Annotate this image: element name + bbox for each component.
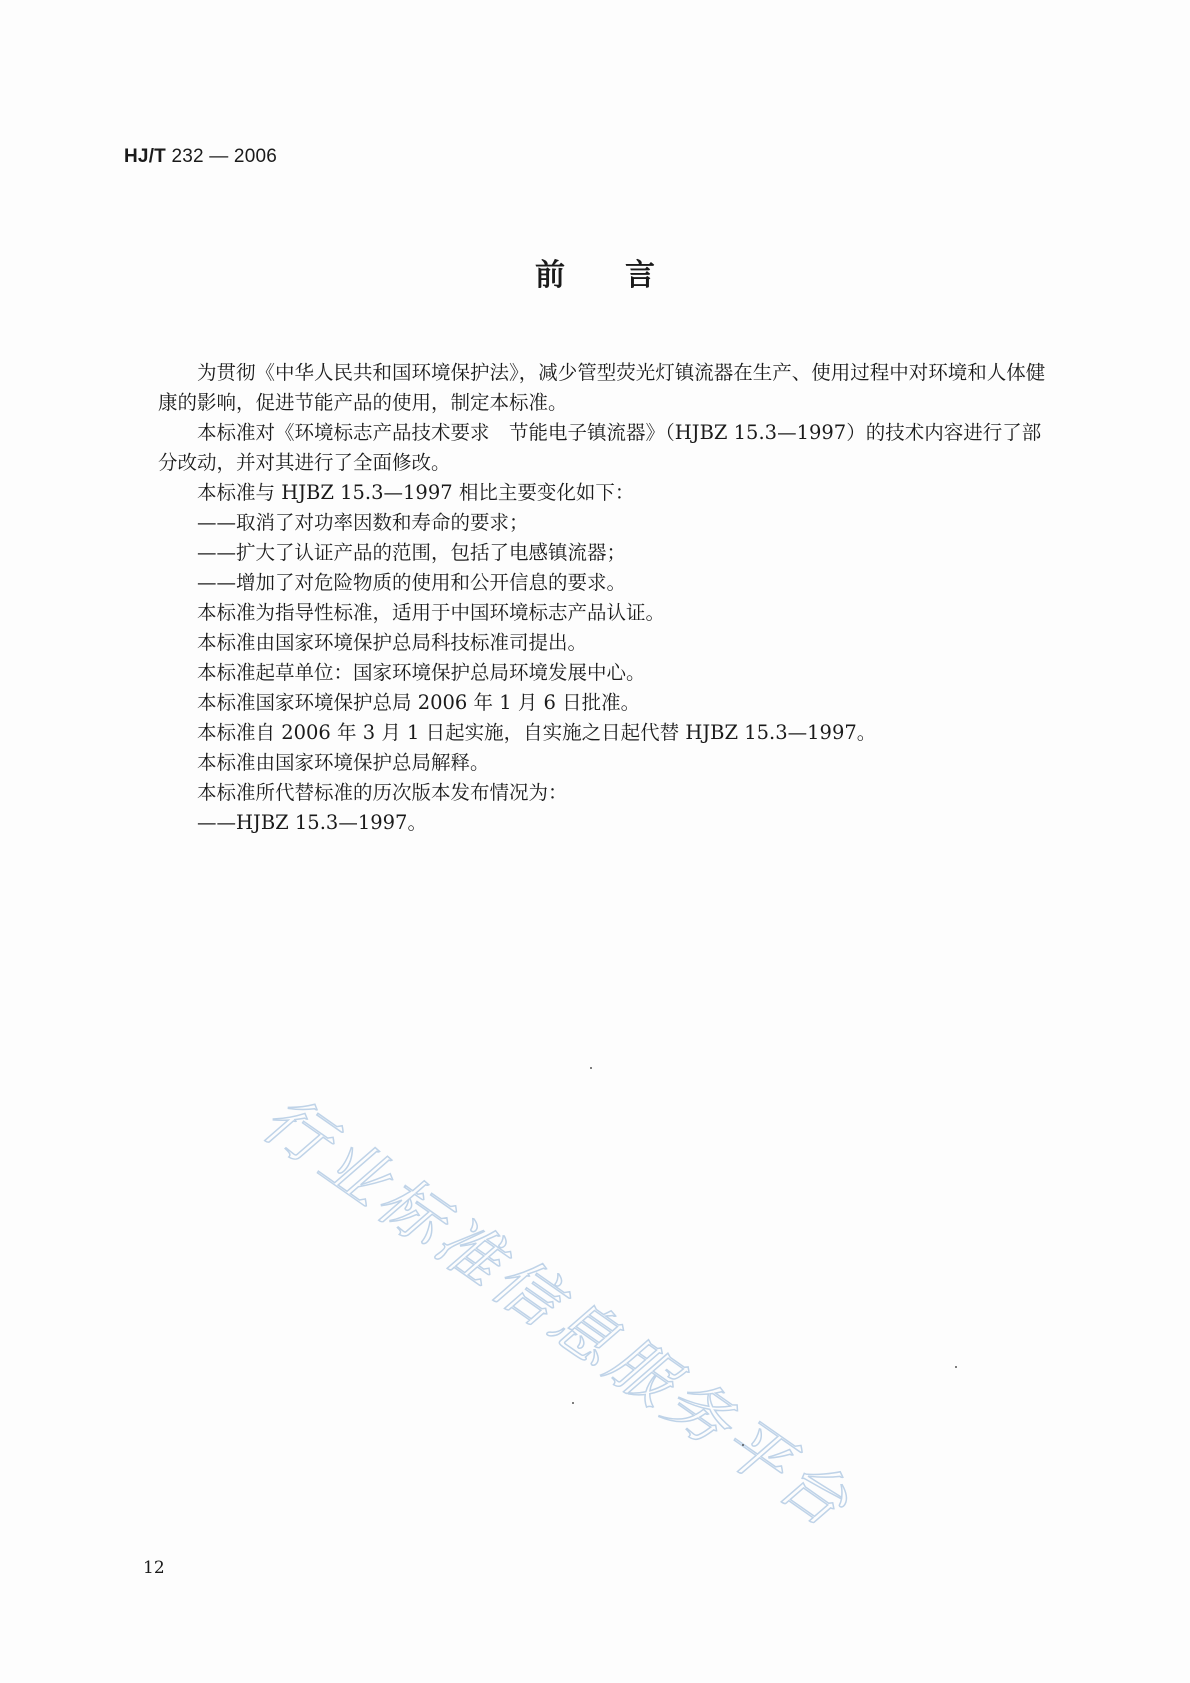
paragraph-revision: 本标准对《环境标志产品技术要求 节能电子镇流器》（HJBZ 15.3—1997）的技术内容进行了部分改动，并对其进行了全面修改。 bbox=[158, 421, 1042, 474]
scan-speck bbox=[955, 1366, 957, 1368]
statement-line: 本标准国家环境保护总局 2006 年 1 月 6 日批准。 bbox=[197, 691, 641, 714]
standard-code-prefix: HJ/T bbox=[124, 146, 166, 167]
change-item: ——扩大了认证产品的范围，包括了电感镇流器； bbox=[197, 541, 627, 564]
statement-line: 本标准由国家环境保护总局解释。 bbox=[197, 751, 490, 774]
standard-code bbox=[124, 146, 277, 168]
standard-code-number: 232 — 2006 bbox=[165, 146, 277, 167]
scan-speck bbox=[572, 1402, 574, 1404]
changes-intro: 本标准与 HJBZ 15.3—1997 相比主要变化如下： bbox=[197, 481, 635, 504]
statement-line: 本标准为指导性标准，适用于中国环境标志产品认证。 bbox=[197, 601, 666, 624]
change-item: ——取消了对功率因数和寿命的要求； bbox=[197, 511, 529, 534]
scan-speck bbox=[590, 1067, 592, 1069]
statement-line: 本标准起草单位：国家环境保护总局环境发展中心。 bbox=[197, 661, 646, 684]
statement-line: 本标准由国家环境保护总局科技标准司提出。 bbox=[197, 631, 588, 654]
change-item: ——增加了对危险物质的使用和公开信息的要求。 bbox=[197, 571, 627, 594]
statement-line: 本标准所代替标准的历次版本发布情况为： bbox=[197, 781, 568, 804]
scan-speck bbox=[742, 1444, 744, 1446]
statement-line: 本标准自 2006 年 3 月 1 日起实施，自实施之日起代替 HJBZ 15.3—1997。 bbox=[197, 721, 877, 744]
paragraph-purpose: 为贯彻《中华人民共和国环境保护法》，减少管型荧光灯镇流器在生产、使用过程中对环境和人体健康的影响，促进节能产品的使用，制定本标准。 bbox=[158, 361, 1046, 414]
page-number: 12 bbox=[143, 1558, 165, 1578]
history-item: ——HJBZ 15.3—1997。 bbox=[197, 811, 427, 834]
watermark: 行业标准信息服务平台 bbox=[248, 1082, 865, 1545]
page-title: 前言 bbox=[535, 258, 715, 293]
foreword-body bbox=[158, 358, 1048, 838]
